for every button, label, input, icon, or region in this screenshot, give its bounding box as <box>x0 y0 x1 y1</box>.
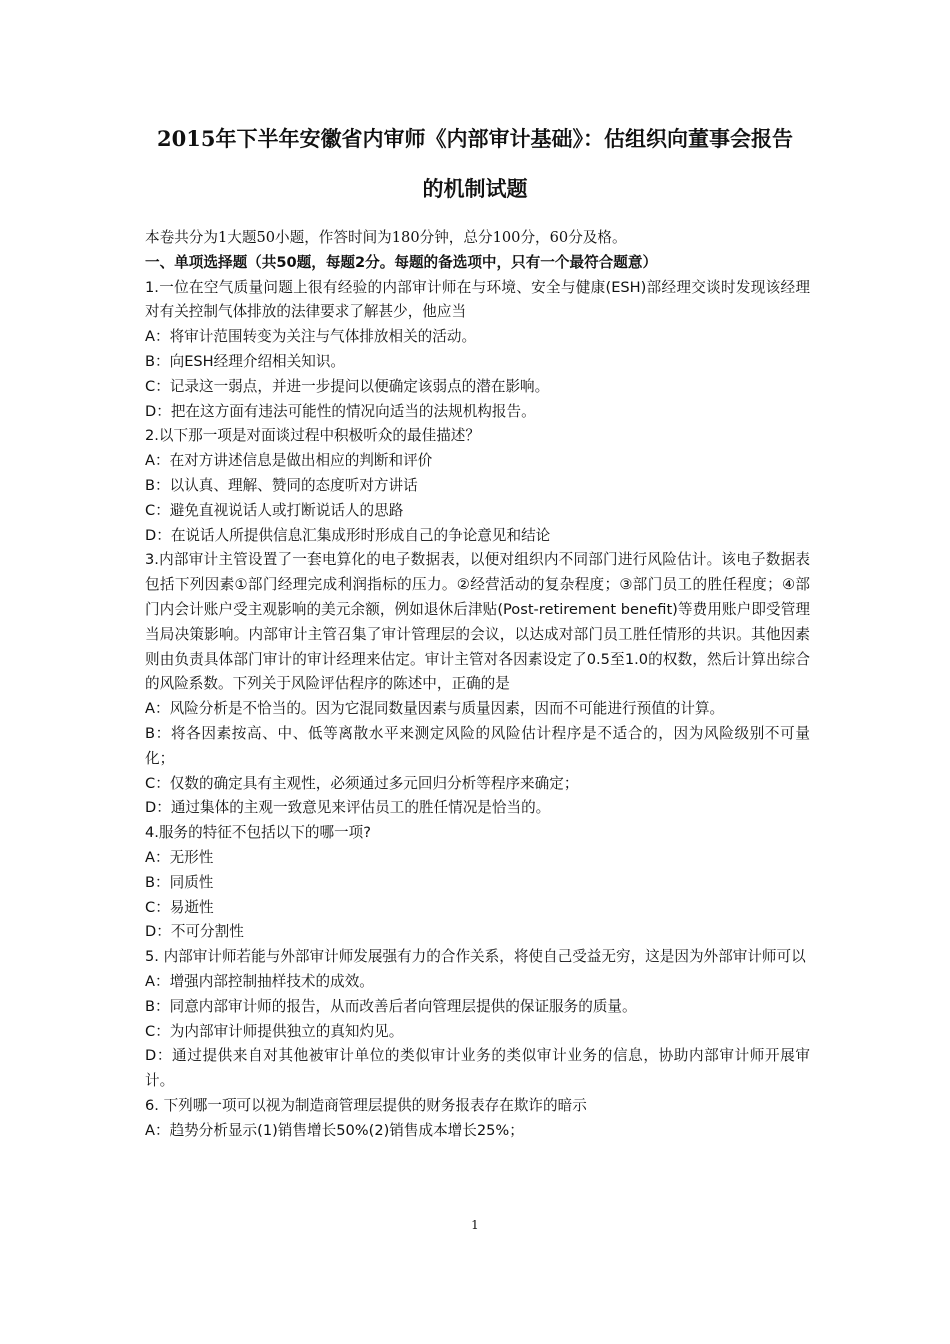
question-2-option-b: B：以认真、理解、赞同的态度听对方讲话 <box>145 476 418 494</box>
question-5-option-d: D：通过提供来自对其他被审计单位的类似审计业务的类似审计业务的信息，协助内部审计师开展审计。 <box>145 1047 810 1090</box>
question-5-option-c: C：为内部审计师提供独立的真知灼见。 <box>145 1022 404 1040</box>
exam-intro: 本卷共分为1大题50小题，作答时间为180分钟，总分100分，60分及格。 <box>145 229 627 246</box>
question-5-option-b: B：同意内部审计师的报告，从而改善后者向管理层提供的保证服务的质量。 <box>145 997 637 1015</box>
page-number: 1 <box>471 1218 479 1232</box>
question-4-option-a: A：无形性 <box>145 848 214 866</box>
question-4-option-c: C：易逝性 <box>145 898 214 916</box>
document-body <box>145 226 810 1143</box>
question-3-option-a: A：风险分析是不恰当的。因为它混同数量因素与质量因素，因而不可能进行预值的计算。 <box>145 700 725 718</box>
document-title-line-1: 2015年下半年安徽省内审师《内部审计基础》：估组织向董事会报告 <box>157 126 793 151</box>
question-3-option-b: B：将各因素按高、中、低等离散水平来测定风险的风险估计程序是不适合的，因为风险级别不可量化； <box>145 724 810 767</box>
question-3-option-c: C：仅数的确定具有主观性，必须通过多元回归分析等程序来确定； <box>145 774 579 792</box>
question-2-stem: 2.以下那一项是对面谈过程中积极听众的最佳描述？ <box>145 427 480 445</box>
section-heading: 一、单项选择题（共50题，每题2分。每题的备选项中，只有一个最符合题意） <box>145 253 658 271</box>
question-6-stem: 6. 下列哪一项可以视为制造商管理层提供的财务报表存在欺诈的暗示 <box>145 1096 587 1114</box>
question-4-option-b: B：同质性 <box>145 873 214 891</box>
question-3-option-d: D：通过集体的主观一致意见来评估员工的胜任情况是恰当的。 <box>145 799 551 817</box>
question-1-stem: 1.一位在空气质量问题上很有经验的内部审计师在与环境、安全与健康(ESH)部经理交谈时发现该经理对有关控制气体排放的法律要求了解甚少，他应当 <box>145 278 810 321</box>
question-1-option-a: A：将审计范围转变为关注与气体排放相关的活动。 <box>145 328 477 346</box>
question-4-option-d: D：不可分割性 <box>145 923 244 941</box>
question-4-stem: 4.服务的特征不包括以下的哪一项? <box>145 824 371 842</box>
question-1-option-d: D：把在这方面有违法可能性的情况向适当的法规机构报告。 <box>145 402 536 420</box>
question-1-option-b: B：向ESH经理介绍相关知识。 <box>145 352 346 370</box>
question-1-option-c: C：记录这一弱点，并进一步提问以便确定该弱点的潜在影响。 <box>145 377 550 395</box>
question-5-stem: 5. 内部审计师若能与外部审计师发展强有力的合作关系，将使自己受益无穷，这是因为外部审计师可以 <box>145 948 806 966</box>
question-3-stem: 3.内部审计主管设置了一套电算化的电子数据表，以便对组织内不同部门进行风险估计。该电子数据表包括下列因素①部门经理完成利润指标的压力。②经营活动的复杂程度；③部门员工的胜任程度；④部门内会计账户受主观影响的美元余额，例如退休后津贴(Post-retirement benefit)等费用账户即受管理当局决策影响。内部审计主管召集了审计管理层的会议，以达成对部门员工胜任情形的共识。其他因素则由负责具体部门审计的审计经理来估定。审计主管对各因素设定了0.5至1.0的权数，然后计算出综合的风险系数。下列关于风险评估程序的陈述中，正确的是 <box>145 551 810 693</box>
question-5-option-a: A：增强内部控制抽样技术的成效。 <box>145 972 374 990</box>
question-2-option-c: C：避免直视说话人或打断说话人的思路 <box>145 501 404 519</box>
document-title-line-2: 的机制试题 <box>422 176 528 201</box>
question-2-option-d: D：在说话人所提供信息汇集成形时形成自己的争论意见和结论 <box>145 526 551 544</box>
question-2-option-a: A：在对方讲述信息是做出相应的判断和评价 <box>145 452 433 470</box>
question-6-option-a: A：趋势分析显示(1)销售增长50%(2)销售成本增长25%； <box>145 1121 524 1139</box>
